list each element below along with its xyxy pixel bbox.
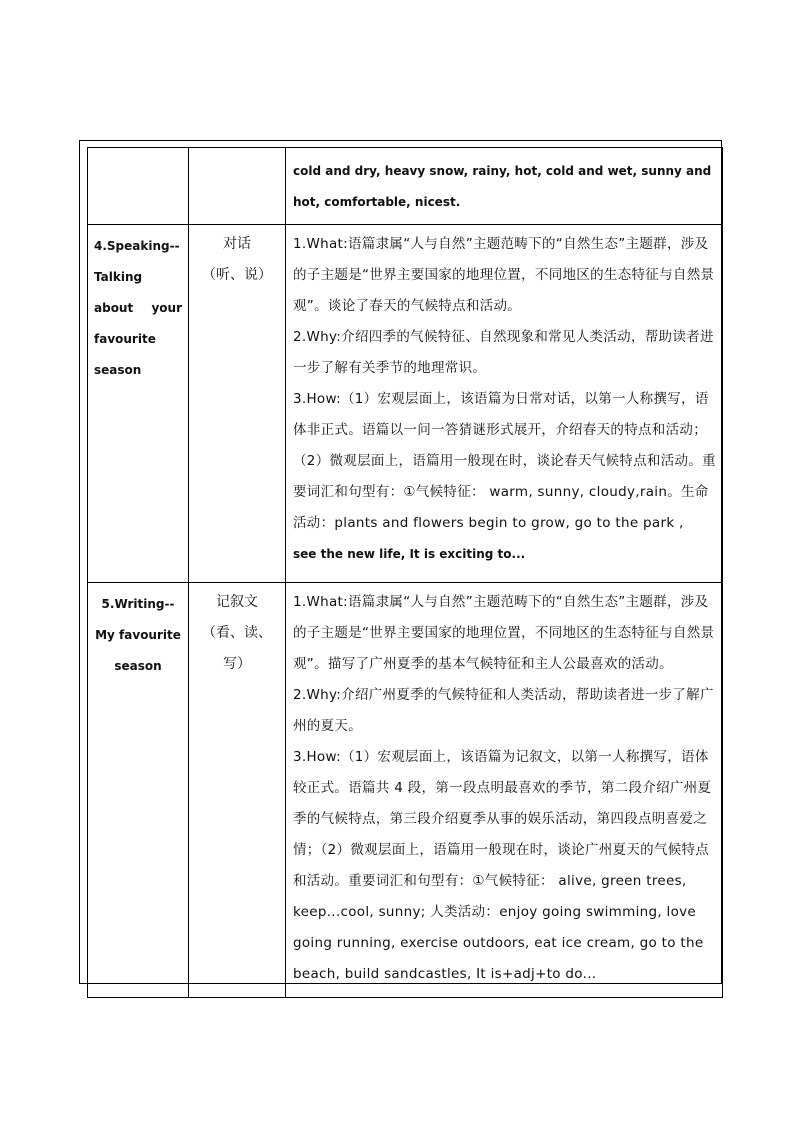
analysis-text <box>286 148 722 224</box>
text-type-skills: （听、说） <box>202 267 272 283</box>
type-cell <box>189 148 286 225</box>
analysis-cell <box>286 148 723 225</box>
analysis-text <box>286 583 722 996</box>
text-type <box>189 225 285 291</box>
table-row <box>88 225 723 583</box>
analysis-how: 3.How:（1）宏观层面上，该语篇为日常对话，以第一人称撰写，语体非正式。语篇以一问一答猜谜形式展开，介绍春天的特点和活动；（2）微观层面上，语篇用一般现在时，谈论春天气候特点和活动。重要词汇和句型有：①气候特征： warm, sunny, cloudy,rain。生命活动：plants and flowers begin to grow, go to the park , <box>293 391 716 531</box>
type-cell <box>189 583 286 998</box>
analysis-how: 3.How:（1）宏观层面上，该语篇为记叙文，以第一人称撰写，语体较正式。语篇共 4 段，第一段点明最喜欢的季节，第二段介绍广州夏季的气候特点，第三段介绍夏季从事的娱乐活动，第四段点明喜爱之情；（2）微观层面上，语篇用一般现在时，谈论广州夏天的气候特点和活动。重要词汇和句型有：①气候特征： alive, green trees, keep...cool, sunny; 人类活动：enjoy going swimming, love going running, exercise outdoors, eat ice cream, go to the beach, build sandcastles, It is+adj+to do... <box>293 749 712 982</box>
analysis-what: 1.What:语篇隶属“人与自然”主题范畴下的“自然生态”主题群，涉及的子主题是“世界主要国家的地理位置，不同地区的生态特征与自然景观”。谈论了春天的气候特点和活动。 <box>293 236 715 314</box>
table-row <box>88 583 723 998</box>
type-cell <box>189 225 286 583</box>
text-type <box>189 583 285 680</box>
analysis-how-continued: see the new life, It is exciting to... <box>293 547 526 561</box>
analysis-paragraph: cold and dry, heavy snow, rainy, hot, cold and wet, sunny and hot, comfortable, nicest. <box>293 164 712 209</box>
table-row <box>88 148 723 225</box>
lesson-title: 5.Writing--My favourite season <box>95 597 181 673</box>
analysis-what: 1.What:语篇隶属“人与自然”主题范畴下的“自然生态”主题群，涉及的子主题是“世界主要国家的地理位置，不同地区的生态特征与自然景观”。描写了广州夏季的基本气候特征和主人公最喜欢的活动。 <box>293 594 715 672</box>
lesson-analysis-table <box>87 147 723 998</box>
analysis-why: 2.Why:介绍四季的气候特征、自然现象和常见人类活动，帮助读者进一步了解有关季节的地理常识。 <box>293 329 714 376</box>
lesson-title: 4.Speaking--Talking about your favourite season <box>94 239 182 377</box>
analysis-cell <box>286 583 723 998</box>
lesson-cell <box>88 148 189 225</box>
text-type-skills: （看、读、写） <box>202 625 272 672</box>
analysis-text <box>286 225 722 576</box>
lesson-cell <box>88 225 189 583</box>
lesson-title <box>88 148 188 154</box>
analysis-cell <box>286 225 723 583</box>
text-type-name: 记叙文 <box>216 594 258 610</box>
analysis-why: 2.Why:介绍广州夏季的气候特征和人类活动，帮助读者进一步了解广州的夏天。 <box>293 687 714 734</box>
lesson-cell <box>88 583 189 998</box>
text-type <box>189 148 285 152</box>
text-type-name: 对话 <box>223 236 251 252</box>
